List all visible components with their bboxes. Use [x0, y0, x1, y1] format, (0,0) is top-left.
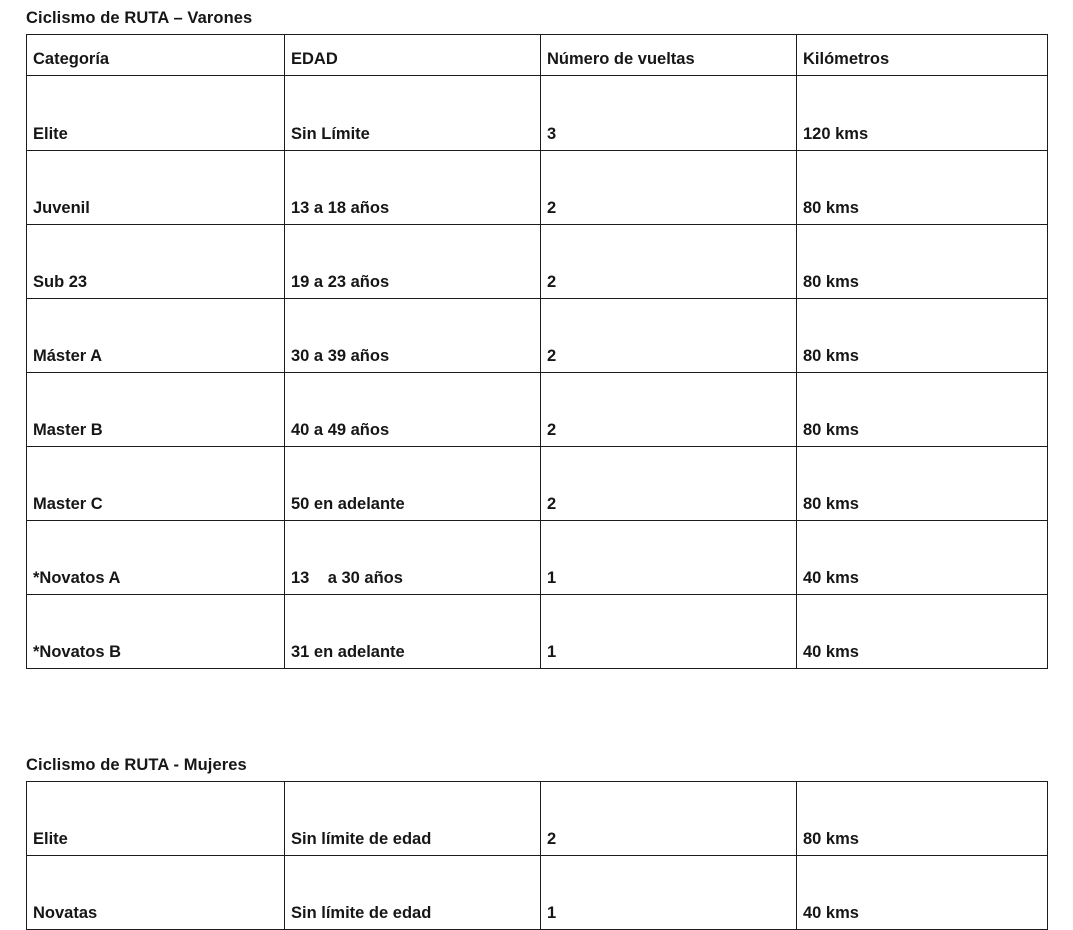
- table-row: [27, 595, 1048, 669]
- cell-kilometros: 80 kms: [797, 447, 1048, 521]
- cell-edad: 13 a 18 años: [285, 151, 541, 225]
- column-header-edad: EDAD: [285, 35, 541, 76]
- cell-categoria: Máster A: [27, 299, 285, 373]
- cell-edad: 50 en adelante: [285, 447, 541, 521]
- cell-kilometros: 80 kms: [797, 225, 1048, 299]
- cell-edad: 30 a 39 años: [285, 299, 541, 373]
- cell-edad: 40 a 49 años: [285, 373, 541, 447]
- cell-categoria: Elite: [27, 782, 285, 856]
- cell-categoria: Elite: [27, 76, 285, 151]
- cell-vueltas: 2: [541, 447, 797, 521]
- cell-vueltas: 2: [541, 151, 797, 225]
- table-row: [27, 447, 1048, 521]
- cell-vueltas: 2: [541, 373, 797, 447]
- cell-vueltas: 1: [541, 595, 797, 669]
- cell-kilometros: 80 kms: [797, 151, 1048, 225]
- cell-categoria: Novatas: [27, 856, 285, 930]
- cell-kilometros: 40 kms: [797, 856, 1048, 930]
- section-title-mujeres: Ciclismo de RUTA - Mujeres: [26, 756, 247, 774]
- cell-vueltas: 2: [541, 299, 797, 373]
- cell-categoria: Juvenil: [27, 151, 285, 225]
- section-spacer: [26, 669, 1047, 755]
- table-row: [27, 782, 1048, 856]
- cell-kilometros: 80 kms: [797, 373, 1048, 447]
- cell-kilometros: 120 kms: [797, 76, 1048, 151]
- table-row: [27, 76, 1048, 151]
- cell-edad: Sin límite de edad: [285, 856, 541, 930]
- table-ciclismo-ruta-mujeres: [26, 781, 1048, 930]
- cell-kilometros: 40 kms: [797, 521, 1048, 595]
- table-ciclismo-ruta-varones: [26, 34, 1048, 669]
- cell-categoria: Sub 23: [27, 225, 285, 299]
- cell-kilometros: 80 kms: [797, 782, 1048, 856]
- cell-edad: 31 en adelante: [285, 595, 541, 669]
- column-header-numero-de-vueltas: Número de vueltas: [541, 35, 797, 76]
- cell-kilometros: 40 kms: [797, 595, 1048, 669]
- cell-edad: 13 a 30 años: [285, 521, 541, 595]
- table-row: [27, 521, 1048, 595]
- column-header-kilometros: Kilómetros: [797, 35, 1048, 76]
- cell-vueltas: 1: [541, 856, 797, 930]
- cell-edad: 19 a 23 años: [285, 225, 541, 299]
- table-row: [27, 151, 1048, 225]
- table-row: [27, 856, 1048, 930]
- cell-kilometros: 80 kms: [797, 299, 1048, 373]
- cell-categoria: Master B: [27, 373, 285, 447]
- cell-vueltas: 1: [541, 521, 797, 595]
- table-header-row: [27, 35, 1048, 76]
- section-title-varones: Ciclismo de RUTA – Varones: [26, 9, 253, 27]
- cell-vueltas: 3: [541, 76, 797, 151]
- cell-categoria: *Novatos A: [27, 521, 285, 595]
- cell-vueltas: 2: [541, 225, 797, 299]
- cell-vueltas: 2: [541, 782, 797, 856]
- column-header-categoria: Categoría: [27, 35, 285, 76]
- table-row: [27, 373, 1048, 447]
- table-row: [27, 225, 1048, 299]
- cell-categoria: Master C: [27, 447, 285, 521]
- table-row: [27, 299, 1048, 373]
- cell-categoria: *Novatos B: [27, 595, 285, 669]
- cell-edad: Sin límite de edad: [285, 782, 541, 856]
- cell-edad: Sin Límite: [285, 76, 541, 151]
